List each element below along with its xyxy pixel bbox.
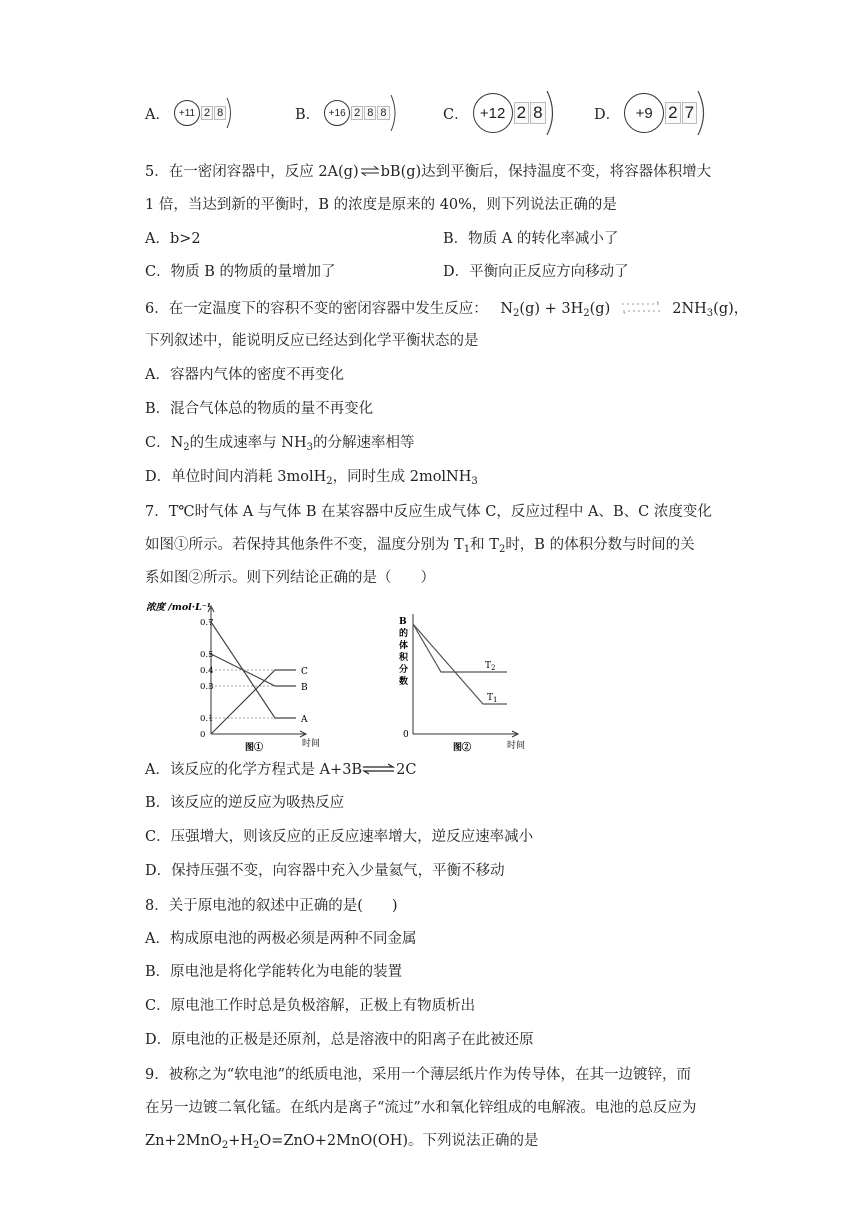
- q9-stem-line-2: 在另一边镀二氧化锰。在纸内是离子“流过”水和氧化锌组成的电解液。电池的总反应为: [145, 1100, 697, 1116]
- text-part: D．单位时间内消耗 3molH: [145, 469, 327, 485]
- chart2-y-tick: 0: [403, 730, 409, 740]
- series-t1-label: $T_1$: [487, 693, 498, 704]
- q8-option-a[interactable]: A．构成原电池的两极必须是两种不同金属: [145, 931, 417, 947]
- q5-option-c[interactable]: C．物质 B 的物质的量增加了: [145, 264, 336, 280]
- eq-sub: 2: [583, 308, 590, 319]
- shell: 2: [514, 102, 529, 124]
- chart2-ylabel: B 的体积分数: [399, 617, 409, 687]
- text-part: 和 T: [470, 537, 499, 553]
- shell: 2: [665, 102, 680, 124]
- text-part: C．N: [145, 435, 184, 451]
- subscript: 3: [306, 442, 313, 453]
- eq-sub: 3: [706, 308, 714, 319]
- q7-stem-line-2: [145, 535, 695, 555]
- option-label: A．: [145, 106, 170, 123]
- chart1-xlabel: 时间: [302, 739, 321, 749]
- q5-option-b[interactable]: B．物质 A 的转化率减小了: [443, 231, 619, 247]
- text-part: A．该反应的化学方程式是 A+3B: [145, 762, 363, 778]
- chart1-title: 图①: [245, 743, 264, 753]
- shell: 8: [530, 102, 545, 124]
- q6-option-c[interactable]: [145, 433, 415, 453]
- q5-stem-line-2: 1 倍，当达到新的平衡时，B 的浓度是原来的 40%，则下列说法正确的是: [145, 197, 617, 213]
- q7-option-d[interactable]: D．保持压强不变，向容器中充入少量氦气，平衡不移动: [145, 863, 505, 879]
- chart1-y-tick: 0.7: [200, 618, 214, 628]
- q5-stem-part: 5．在一密闭容器中，反应 2A(g): [145, 164, 359, 180]
- text-part: 2C: [396, 762, 417, 778]
- electron-shell-arcs-icon: [544, 88, 562, 138]
- shell: 2: [201, 106, 213, 120]
- q6-equation: [500, 301, 748, 317]
- subscript: 1: [463, 544, 471, 555]
- subscript: 2: [183, 442, 190, 453]
- text-part: 时，B 的体积分数与时间的关: [505, 537, 695, 553]
- series-a-label: A: [301, 715, 308, 725]
- eq-part: 2NH: [672, 301, 707, 317]
- text-part: Zn+2MnO: [145, 1133, 222, 1149]
- q4-option-c[interactable]: [443, 88, 562, 138]
- subscript: 2: [221, 1140, 229, 1151]
- chart2-xlabel: 时间: [507, 741, 526, 751]
- shell: 8: [377, 106, 389, 120]
- concentration-chart: [140, 596, 330, 756]
- nucleus: +16: [324, 100, 350, 126]
- eq-sub: 2: [513, 308, 520, 319]
- series-c-label: C: [301, 667, 308, 677]
- text-part: 如图①所示。若保持其他条件不变，温度分别为 T: [145, 537, 464, 553]
- q6-stem-part: 6．在一定温度下的容积不变的密闭容器中发生反应：: [145, 301, 488, 317]
- chart1-y-tick: 0.4: [200, 666, 214, 676]
- volume-fraction-chart: [395, 610, 535, 756]
- q5-option-a[interactable]: A．b>2: [145, 231, 201, 247]
- chart1-y-tick: 0: [200, 730, 206, 740]
- q9-stem-line-1: 9．被称之为“软电池”的纸质电池，采用一个薄层纸片作为传导体，在其一边镀锌，而: [145, 1067, 692, 1083]
- shell: 8: [214, 106, 226, 120]
- chart1-y-tick: 0.3: [200, 682, 214, 692]
- q8-stem: 8．关于原电池的叙述中正确的是( ): [145, 898, 398, 914]
- q4-option-a[interactable]: [145, 88, 238, 138]
- text-part: O=ZnO+2MnO(OH)。下列说法正确的是: [259, 1133, 539, 1149]
- eq-part: (g)，: [713, 301, 749, 317]
- electron-shell-arcs-icon: [695, 88, 713, 138]
- q8-option-d[interactable]: D．原电池的正极是还原剂，总是溶液中的阳离子在此被还原: [145, 1032, 534, 1048]
- eq-part: N: [500, 301, 514, 317]
- q6-stem-line-1: [145, 299, 748, 319]
- q4-option-d[interactable]: [594, 88, 713, 138]
- text-part: 的生成速率与 NH: [189, 435, 307, 451]
- q5-option-d[interactable]: D．平衡向正反应方向移动了: [443, 264, 629, 280]
- q7-option-a[interactable]: [145, 760, 416, 780]
- subscript: 3: [471, 476, 478, 487]
- shell: 2: [351, 106, 363, 120]
- series-c-line: [211, 670, 296, 734]
- q7-stem-line-1: 7．T℃时气体 A 与气体 B 在某容器中反应生成气体 C，反应过程中 A、B、C 浓度变化: [145, 504, 712, 520]
- q6-option-d[interactable]: [145, 467, 478, 487]
- chart2-title: 图②: [453, 743, 472, 753]
- eq-part: (g): [589, 301, 611, 317]
- option-label: D．: [594, 106, 621, 123]
- chart1-y-tick: 0.1: [200, 714, 214, 724]
- q5-stem-line-1: [145, 162, 711, 182]
- subscript: 2: [253, 1140, 260, 1151]
- nucleus: +11: [174, 100, 200, 126]
- electron-shell-arcs-icon: [388, 91, 402, 135]
- chart1-y-tick: 0.5: [200, 650, 214, 660]
- q8-option-c[interactable]: C．原电池工作时总是负极溶解，正极上有物质析出: [145, 998, 476, 1014]
- equilibrium-arrow-icon: [362, 763, 396, 775]
- subscript: 2: [498, 544, 506, 555]
- option-label: C．: [443, 106, 469, 123]
- series-t2-label: $T_2$: [485, 661, 496, 672]
- q9-stem-line-3: [145, 1131, 539, 1151]
- shell: 8: [364, 106, 376, 120]
- text-part: ，同时生成 2molNH: [332, 469, 472, 485]
- option-label: B．: [295, 106, 321, 123]
- text-part: 的分解速率相等: [313, 435, 415, 451]
- q6-option-a[interactable]: A．容器内气体的密度不再变化: [145, 367, 344, 383]
- q4-option-b[interactable]: [295, 88, 402, 138]
- q8-option-b[interactable]: B．原电池是将化学能转化为电能的装置: [145, 964, 403, 980]
- q7-option-b[interactable]: B．该反应的逆反应为吸热反应: [145, 795, 345, 811]
- nucleus: +12: [473, 93, 513, 133]
- electron-shell-arcs-icon: [224, 93, 238, 133]
- series-b-label: B: [301, 683, 308, 693]
- shell: 7: [682, 102, 697, 124]
- eq-part: (g) + 3H: [519, 301, 584, 317]
- q6-stem-line-2: 下列叙述中，能说明反应已经达到化学平衡状态的是: [145, 333, 479, 349]
- equilibrium-arrow-icon: [359, 165, 381, 177]
- q5-stem-part: bB(g)达到平衡后，保持温度不变，将容器体积增大: [380, 164, 712, 180]
- q7-option-c[interactable]: C．压强增大，则该反应的正反应速率增大，逆反应速率减小: [145, 829, 534, 845]
- q7-stem-line-3: 系如图②所示。则下列结论正确的是（ ）: [145, 570, 435, 586]
- subscript: 2: [326, 476, 333, 487]
- nucleus: +9: [624, 93, 664, 133]
- reversible-arrow-icon: [616, 300, 666, 316]
- q6-option-b[interactable]: B．混合气体总的物质的量不再变化: [145, 401, 374, 417]
- text-part: +H: [228, 1133, 254, 1149]
- chart1-ylabel: 浓度 /mol·L⁻¹: [146, 602, 211, 613]
